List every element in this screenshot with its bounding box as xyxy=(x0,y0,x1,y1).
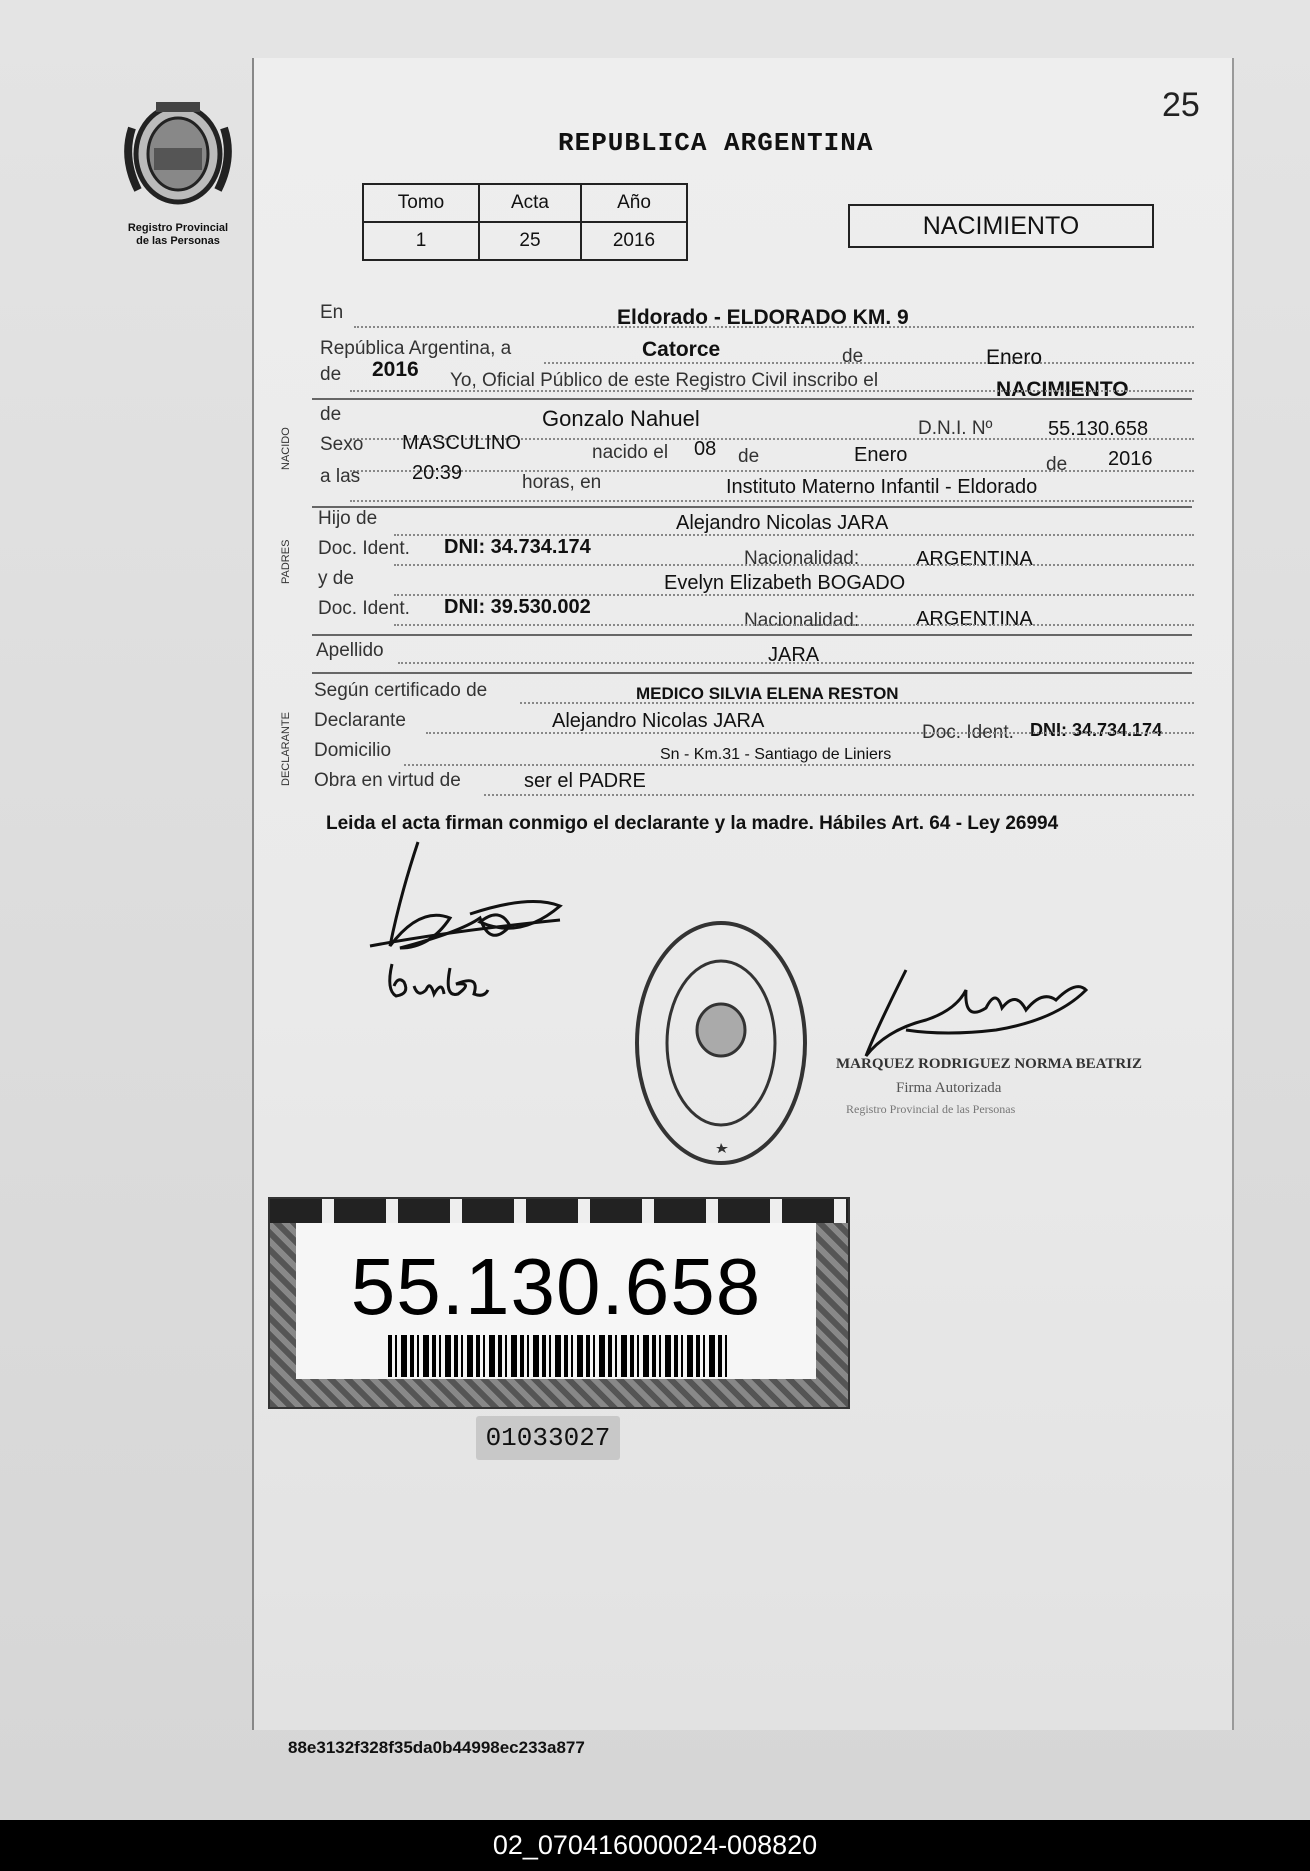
mother-signature xyxy=(384,950,494,1010)
record-type-box: NACIMIENTO xyxy=(848,204,1154,248)
dotted-line xyxy=(394,564,1194,566)
de-year-label: de xyxy=(320,364,342,385)
barcode-label xyxy=(268,1197,850,1409)
obra-value: ser el PADRE xyxy=(524,770,646,792)
barcode-panel xyxy=(296,1223,816,1379)
record-value: NACIMIENTO xyxy=(996,378,1129,401)
declarante-doc-label: Doc. Ident. xyxy=(922,722,1014,743)
official-org: Registro Provincial de las Personas xyxy=(846,1102,1016,1116)
barcode-icon xyxy=(388,1335,728,1377)
dotted-line xyxy=(544,362,1194,364)
dotted-line xyxy=(520,702,1194,704)
security-pattern-strip xyxy=(270,1199,848,1223)
sexo-value: MASCULINO xyxy=(402,432,521,454)
official-role: Firma Autorizada xyxy=(896,1080,1002,1096)
en-label: En xyxy=(320,302,344,323)
declarante-doc: DNI: 34.734.174 xyxy=(1030,720,1163,740)
father-doc: DNI: 34.734.174 xyxy=(444,536,591,558)
tomo-acta-ano-table xyxy=(362,183,688,261)
day-value: Catorce xyxy=(642,338,721,361)
mother-name: Evelyn Elizabeth BOGADO xyxy=(664,572,906,594)
mother-nat-label: Nacionalidad: xyxy=(744,610,860,631)
time-value: 20:39 xyxy=(412,462,463,484)
official-signature xyxy=(846,960,1096,1060)
section-separator xyxy=(312,398,1192,400)
mother-nationality: ARGENTINA xyxy=(916,608,1033,630)
domicilio-value: Sn - Km.31 - Santiago de Liniers xyxy=(660,746,892,763)
born-de1: de xyxy=(738,446,760,467)
provincial-registry-logo xyxy=(118,98,238,208)
cert-label: Según certificado de xyxy=(314,680,488,701)
dotted-line xyxy=(350,470,1194,472)
domicilio-label: Domicilio xyxy=(314,740,392,761)
name-label: de xyxy=(320,404,342,425)
section-separator xyxy=(312,634,1192,636)
born-day: 08 xyxy=(694,438,717,460)
dotted-line xyxy=(484,794,1194,796)
registry-seal xyxy=(632,918,810,1168)
dotted-line xyxy=(350,500,1194,502)
scan-file-footer: 02_070416000024-008820 xyxy=(0,1820,1310,1871)
republica-label: República Argentina, a xyxy=(320,338,512,359)
section-separator xyxy=(312,506,1192,508)
page-number: 25 xyxy=(1162,86,1200,124)
acta-header: Acta xyxy=(479,184,581,222)
declarante-label: Declarante xyxy=(314,710,406,731)
dotted-line xyxy=(394,624,1194,626)
a-las-label: a las xyxy=(320,466,361,487)
section-label-padres: PADRES xyxy=(280,539,292,584)
logo-caption-line1: Registro Provincial xyxy=(127,222,229,234)
location-value: Eldorado - ELDORADO KM. 9 xyxy=(617,306,909,329)
section-label-declarante: DECLARANTE xyxy=(280,712,292,786)
tomo-header: Tomo xyxy=(363,184,479,222)
tomo-value: 1 xyxy=(363,222,479,260)
father-name: Alejandro Nicolas JARA xyxy=(676,512,889,534)
de-label: de xyxy=(842,346,864,367)
father-doc-label: Doc. Ident. xyxy=(318,538,410,559)
month-value: Enero xyxy=(986,346,1043,369)
dotted-line xyxy=(404,764,1194,766)
declarante-value: Alejandro Nicolas JARA xyxy=(552,710,765,732)
dni-value: 55.130.658 xyxy=(1048,418,1149,440)
document-title: REPUBLICA ARGENTINA xyxy=(558,128,874,158)
dotted-line xyxy=(398,662,1194,664)
barcode-number: 55.130.658 xyxy=(350,1242,762,1331)
logo-caption-line2: de las Personas xyxy=(136,235,220,247)
document-hash: 88e3132f328f35da0b44998ec233a877 xyxy=(288,1738,585,1757)
father-nationality: ARGENTINA xyxy=(916,548,1033,570)
y-de-label: y de xyxy=(318,568,354,589)
official-name: MARQUEZ RODRIGUEZ NORMA BEATRIZ xyxy=(836,1056,1142,1072)
apellido-label: Apellido xyxy=(316,640,384,661)
nacido-el-label: nacido el xyxy=(592,442,669,463)
horas-en-label: horas, en xyxy=(522,472,602,493)
hijo-de-label: Hijo de xyxy=(318,508,378,529)
born-year: 2016 xyxy=(1108,448,1153,470)
father-nat-label: Nacionalidad: xyxy=(744,548,860,569)
year-value: 2016 xyxy=(372,358,419,381)
cert-value: MEDICO SILVIA ELENA RESTON xyxy=(636,684,899,703)
born-month: Enero xyxy=(854,444,908,466)
logo-caption xyxy=(100,222,256,248)
child-name: Gonzalo Nahuel xyxy=(542,406,700,431)
dni-label: D.N.I. Nº xyxy=(918,418,993,439)
section-label-nacido: NACIDO xyxy=(280,427,292,470)
serial-number: 01033027 xyxy=(476,1416,620,1460)
ano-header: Año xyxy=(581,184,687,222)
oficial-text: Yo, Oficial Público de este Registro Civil inscribo el xyxy=(450,370,879,391)
dotted-line xyxy=(350,390,1194,392)
apellido-value: JARA xyxy=(768,644,820,666)
ano-value: 2016 xyxy=(581,222,687,260)
acta-value: 25 xyxy=(479,222,581,260)
dotted-line xyxy=(426,732,1194,734)
closing-statement: Leida el acta firman conmigo el declarante y la madre. Hábiles Art. 64 - Ley 26994 xyxy=(326,813,1059,834)
sexo-label: Sexo xyxy=(320,434,364,455)
obra-label: Obra en virtud de xyxy=(314,770,461,791)
section-separator xyxy=(312,672,1192,674)
mother-doc-label: Doc. Ident. xyxy=(318,598,410,619)
mother-doc: DNI: 39.530.002 xyxy=(444,596,591,618)
born-de2: de xyxy=(1046,454,1068,475)
place-value: Instituto Materno Infantil - Eldorado xyxy=(726,476,1038,498)
